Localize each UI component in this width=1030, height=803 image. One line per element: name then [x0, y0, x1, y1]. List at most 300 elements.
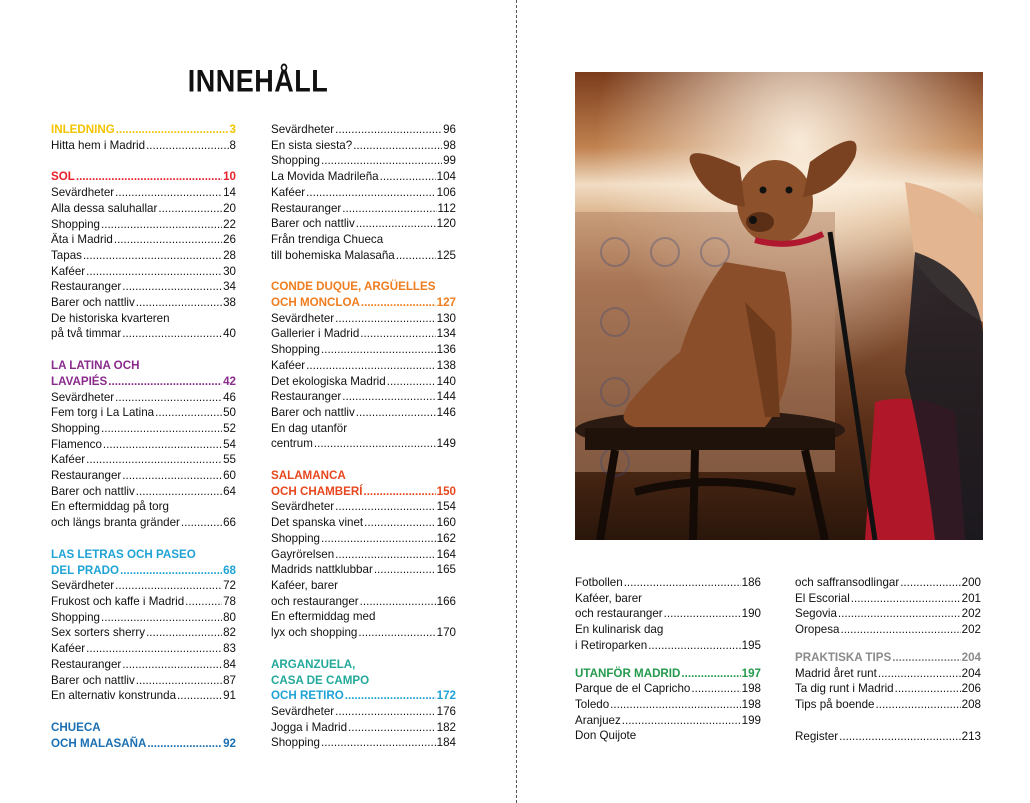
- toc-entry[interactable]: [575, 638, 761, 654]
- toc-entry-label: Flamenco: [51, 437, 102, 451]
- toc-leader-dots: [851, 591, 961, 607]
- toc-entry-label: Kaféer: [51, 642, 86, 656]
- toc-entry[interactable]: [271, 405, 456, 421]
- toc-leader-dots: [321, 153, 442, 169]
- dog-on-stool-image: [575, 72, 983, 540]
- toc-entry[interactable]: [271, 326, 456, 342]
- toc-leader-dots: [136, 673, 222, 689]
- toc-entry-label: Sevärdheter: [271, 123, 335, 136]
- toc-page-number: 10: [223, 170, 236, 184]
- toc-entry[interactable]: [51, 390, 236, 406]
- toc-entry-label: Barer och nattliv: [51, 484, 135, 498]
- toc-page-number: 165: [436, 563, 456, 577]
- toc-page-number: 68: [223, 563, 236, 577]
- toc-entry[interactable]: [271, 531, 456, 547]
- toc-page-number: 198: [741, 697, 761, 711]
- toc-leader-dots: [158, 201, 222, 217]
- toc-leader-dots: [360, 594, 436, 610]
- toc-entry-line: De historiska kvarteren: [51, 311, 170, 325]
- toc-entry-label: Barer och nattliv: [51, 673, 135, 687]
- toc-entry-label: Sex sorters sherry: [51, 626, 146, 640]
- toc-entry[interactable]: [271, 625, 456, 641]
- toc-page-number: 92: [223, 736, 236, 750]
- toc-section-heading: CONDE DUQUE, ARGÜELLES: [271, 280, 436, 294]
- toc-entry[interactable]: [51, 421, 236, 437]
- toc-leader-dots: [892, 650, 960, 666]
- toc-entry[interactable]: [51, 578, 236, 594]
- toc-page-number: 98: [443, 138, 456, 152]
- toc-leader-dots: [122, 279, 222, 295]
- toc-entry[interactable]: [271, 216, 456, 232]
- toc-leader-dots: [900, 575, 960, 591]
- toc-page-number: 22: [223, 217, 236, 231]
- toc-section-heading[interactable]: [271, 484, 456, 500]
- toc-entry[interactable]: [51, 405, 236, 421]
- toc-section-heading[interactable]: [51, 169, 236, 185]
- toc-entry[interactable]: [575, 681, 761, 697]
- toc-entry[interactable]: [271, 374, 456, 390]
- toc-leader-dots: [364, 515, 436, 531]
- toc-entry-label: PRAKTISKA TIPS: [795, 650, 892, 664]
- toc-page-number: 78: [223, 594, 236, 608]
- toc-leader-dots: [321, 531, 436, 547]
- toc-leader-dots: [610, 697, 740, 713]
- toc-entry-label: SOL: [51, 170, 75, 184]
- toc-page-number: 125: [436, 248, 456, 262]
- toc-page-number: 138: [436, 358, 456, 372]
- toc-leader-dots: [361, 295, 436, 311]
- toc-page-number: 150: [436, 484, 456, 498]
- toc-page-number: 120: [436, 217, 456, 231]
- toc-entry[interactable]: [271, 169, 456, 185]
- toc-entry[interactable]: [575, 575, 761, 591]
- toc-page-number: 38: [223, 296, 236, 310]
- toc-spacer: [51, 342, 236, 358]
- toc-leader-dots: [86, 264, 222, 280]
- toc-leader-dots: [155, 405, 222, 421]
- toc-leader-dots: [306, 358, 435, 374]
- toc-entry[interactable]: [271, 594, 456, 610]
- toc-entry[interactable]: [51, 625, 236, 641]
- toc-entry[interactable]: [271, 499, 456, 515]
- toc-page-number: 50: [223, 406, 236, 420]
- toc-entry-label: OCH RETIRO: [271, 689, 344, 703]
- toc-page-number: 104: [436, 170, 456, 184]
- toc-leader-dots: [622, 713, 741, 729]
- toc-entry-label: Sevärdheter: [271, 704, 335, 718]
- toc-page-number: 40: [223, 327, 236, 341]
- toc-entry-label: och restauranger: [575, 607, 663, 621]
- toc-entry[interactable]: [271, 342, 456, 358]
- toc-page-number: 136: [436, 343, 456, 357]
- toc-leader-dots: [356, 405, 436, 421]
- toc-entry[interactable]: [795, 622, 981, 638]
- toc-section-heading[interactable]: [51, 736, 236, 752]
- toc-entry-label: Fem torg i La Latina: [51, 406, 155, 420]
- toc-leader-dots: [360, 326, 435, 342]
- toc-entry[interactable]: [51, 217, 236, 233]
- toc-entry-line: Från trendiga Chueca: [271, 232, 384, 246]
- toc-entry[interactable]: [271, 389, 456, 405]
- toc-page-number: 28: [223, 248, 236, 262]
- toc-entry[interactable]: [51, 326, 236, 342]
- toc-page-number: 166: [436, 594, 456, 608]
- toc-column-2: [271, 122, 456, 751]
- toc-leader-dots: [108, 374, 222, 390]
- toc-spacer: [795, 713, 981, 729]
- toc-entry[interactable]: [575, 713, 761, 729]
- toc-entry[interactable]: [271, 515, 456, 531]
- toc-entry[interactable]: [795, 729, 981, 745]
- toc-entry[interactable]: [271, 720, 456, 736]
- toc-spacer: [795, 638, 981, 650]
- toc-entry-label: Tips på boende: [795, 697, 875, 711]
- toc-page-number: 14: [223, 186, 236, 200]
- toc-page-number: 20: [223, 201, 236, 215]
- toc-entry[interactable]: [271, 735, 456, 751]
- toc-leader-dots: [101, 217, 222, 233]
- toc-page-number: 46: [223, 390, 236, 404]
- toc-leader-dots: [86, 641, 222, 657]
- toc-leader-dots: [146, 625, 222, 641]
- toc-entry[interactable]: [271, 122, 456, 138]
- toc-entry[interactable]: [51, 138, 236, 154]
- toc-section-heading: CHUECA: [51, 720, 101, 734]
- toc-page-number: 64: [223, 484, 236, 498]
- toc-section-heading[interactable]: [51, 563, 236, 579]
- toc-entry-line: Don Quijote: [575, 729, 637, 743]
- toc-leader-dots: [840, 622, 960, 638]
- toc-page-number: 30: [223, 264, 236, 278]
- toc-entry[interactable]: [271, 153, 456, 169]
- toc-entry-label: Ta dig runt i Madrid: [795, 682, 894, 696]
- toc-entry[interactable]: [51, 248, 236, 264]
- toc-page-number: 66: [223, 516, 236, 530]
- toc-leader-dots: [86, 452, 222, 468]
- toc-entry-label: Gayrörelsen: [271, 547, 335, 561]
- toc-leader-dots: [114, 232, 222, 248]
- toc-page-number: 208: [961, 697, 981, 711]
- toc-page-number: 99: [443, 154, 456, 168]
- toc-leader-dots: [335, 547, 436, 563]
- toc-entry[interactable]: [51, 657, 236, 673]
- toc-entry[interactable]: [271, 547, 456, 563]
- toc-page-number: 55: [223, 453, 236, 467]
- toc-entry[interactable]: [51, 673, 236, 689]
- toc-entry-label: Register: [795, 729, 839, 743]
- toc-page-number: 34: [223, 280, 236, 294]
- toc-leader-dots: [181, 515, 222, 531]
- toc-entry-label: Shopping: [51, 217, 100, 231]
- toc-leader-dots: [136, 484, 222, 500]
- toc-leader-dots: [681, 666, 740, 682]
- toc-page-number: 83: [223, 642, 236, 656]
- toc-page-number: 170: [436, 626, 456, 640]
- toc-leader-dots: [146, 138, 228, 154]
- toc-entry-label: Madrid året runt: [795, 666, 877, 680]
- toc-entry-label: Fotbollen: [575, 576, 623, 589]
- toc-page-number: 144: [436, 390, 456, 404]
- toc-entry[interactable]: [271, 436, 456, 452]
- toc-page-number: 162: [436, 531, 456, 545]
- toc-entry-label: Parque de el Capricho: [575, 682, 691, 696]
- toc-leader-dots: [353, 138, 442, 154]
- toc-page-number: 60: [223, 469, 236, 483]
- toc-page-number: 112: [437, 201, 456, 215]
- toc-entry-label: Äta i Madrid: [51, 233, 113, 247]
- toc-section-heading: CASA DE CAMPO: [271, 673, 370, 687]
- toc-entry-label: Sevärdheter: [271, 311, 335, 325]
- toc-entry[interactable]: [271, 704, 456, 720]
- toc-entry-label: Segovia: [795, 607, 837, 621]
- toc-leader-dots: [895, 681, 961, 697]
- toc-entry-label: Sevärdheter: [51, 579, 115, 593]
- toc-entry-line: En eftermiddag på torg: [51, 500, 169, 514]
- toc-page-number: 200: [961, 576, 981, 589]
- toc-spacer: [575, 654, 761, 666]
- toc-entry-label: centrum: [271, 437, 313, 451]
- toc-entry-label: på två timmar: [51, 327, 122, 341]
- toc-entry[interactable]: [51, 484, 236, 500]
- toc-page-number: 91: [223, 689, 236, 703]
- toc-leader-dots: [878, 666, 961, 682]
- toc-entry-label: Barer och nattliv: [271, 405, 355, 419]
- toc-leader-dots: [122, 326, 222, 342]
- toc-page-number: 184: [436, 736, 456, 750]
- toc-entry-label: Restauranger: [51, 469, 122, 483]
- toc-entry[interactable]: [51, 437, 236, 453]
- toc-entry-label: UTANFÖR MADRID: [575, 666, 681, 680]
- toc-entry-line: En eftermiddag med: [271, 610, 376, 624]
- toc-entry[interactable]: [575, 606, 761, 622]
- toc-page-number: 42: [223, 374, 236, 388]
- toc-page-number: 204: [961, 650, 981, 664]
- toc-entry[interactable]: [271, 562, 456, 578]
- toc-leader-dots: [838, 606, 961, 622]
- toc-leader-dots: [839, 729, 960, 745]
- toc-leader-dots: [101, 610, 222, 626]
- toc-entry-label: Restauranger: [51, 657, 122, 671]
- toc-page-number: 8: [229, 138, 236, 152]
- toc-entry-label: Barer och nattliv: [51, 296, 135, 310]
- toc-page-number: 130: [436, 311, 456, 325]
- toc-section-heading[interactable]: [271, 295, 456, 311]
- toc-spacer: [51, 153, 236, 169]
- toc-entry[interactable]: [51, 452, 236, 468]
- toc-entry[interactable]: [51, 185, 236, 201]
- toc-entry-label: Kaféer: [51, 453, 86, 467]
- toc-entry[interactable]: [271, 311, 456, 327]
- toc-section-heading: LA LATINA OCH: [51, 359, 140, 373]
- toc-page-number: 204: [961, 666, 981, 680]
- toc-entry[interactable]: [795, 591, 981, 607]
- toc-section-heading[interactable]: [51, 374, 236, 390]
- toc-page-number: 164: [436, 547, 456, 561]
- toc-entry[interactable]: [51, 232, 236, 248]
- toc-entry-label: Det spanska vinet: [271, 516, 364, 530]
- toc-entry-label: Gallerier i Madrid: [271, 327, 360, 341]
- toc-entry[interactable]: [575, 697, 761, 713]
- toc-entry[interactable]: [51, 688, 236, 704]
- toc-leader-dots: [185, 594, 222, 610]
- toc-page-number: 52: [223, 421, 236, 435]
- toc-spacer: [271, 641, 456, 657]
- toc-page-number: 154: [436, 500, 456, 514]
- toc-page-number: 80: [223, 610, 236, 624]
- toc-entry-label: Shopping: [271, 154, 320, 168]
- toc-entry[interactable]: [795, 575, 981, 591]
- toc-entry[interactable]: [51, 201, 236, 217]
- toc-page-number: 82: [223, 626, 236, 640]
- toc-page-number: 3: [229, 123, 236, 136]
- toc-entry[interactable]: [271, 185, 456, 201]
- toc-page-number: 201: [961, 591, 981, 605]
- toc-page-number: 106: [436, 185, 456, 199]
- toc-entry[interactable]: [795, 606, 981, 622]
- toc-entry-label: och längs branta gränder: [51, 516, 180, 530]
- toc-entry-label: OCH CHAMBERÍ: [271, 484, 363, 498]
- toc-spacer: [271, 452, 456, 468]
- toc-leader-dots: [396, 248, 436, 264]
- toc-page-number: 149: [436, 437, 456, 451]
- toc-entry-label: Restauranger: [271, 201, 342, 215]
- toc-entry-label: Sevärdheter: [271, 500, 335, 514]
- toc-entry-label: OCH MONCLOA: [271, 296, 360, 310]
- toc-spacer: [51, 704, 236, 720]
- toc-entry-label: i Retiroparken: [575, 638, 648, 652]
- toc-page-number: 26: [223, 233, 236, 247]
- toc-page-number: 72: [223, 579, 236, 593]
- toc-entry-label: Kaféer: [271, 358, 306, 372]
- toc-entry[interactable]: [51, 264, 236, 280]
- toc-page-number: 54: [223, 437, 236, 451]
- toc-entry-label: och restauranger: [271, 594, 359, 608]
- toc-entry[interactable]: [795, 666, 981, 682]
- toc-page-number: 197: [741, 666, 761, 680]
- toc-entry[interactable]: [271, 358, 456, 374]
- toc-page-number: 134: [436, 327, 456, 341]
- toc-leader-dots: [136, 295, 222, 311]
- toc-page-number: 195: [741, 638, 761, 652]
- toc-entry[interactable]: [51, 641, 236, 657]
- toc-leader-dots: [648, 638, 740, 654]
- toc-entry-label: Det ekologiska Madrid: [271, 374, 386, 388]
- toc-spacer: [51, 531, 236, 547]
- toc-leader-dots: [356, 216, 436, 232]
- toc-section-heading[interactable]: [795, 650, 981, 666]
- toc-entry-label: INLEDNING: [51, 123, 115, 136]
- toc-column-4: [795, 575, 981, 744]
- toc-entry-label: Shopping: [51, 610, 100, 624]
- toc-section-heading: SALAMANCA: [271, 469, 346, 483]
- toc-leader-dots: [876, 697, 961, 713]
- toc-leader-dots: [342, 201, 436, 217]
- toc-entry[interactable]: [51, 515, 236, 531]
- toc-leader-dots: [321, 735, 436, 751]
- toc-entry[interactable]: [51, 295, 236, 311]
- toc-entry[interactable]: [795, 697, 981, 713]
- toc-entry-line: En dag utanför: [271, 421, 348, 435]
- toc-page-number: 182: [436, 720, 456, 734]
- toc-page-number: 186: [741, 576, 761, 589]
- toc-entry-label: Madrids nattklubbar: [271, 563, 373, 577]
- toc-leader-dots: [83, 248, 222, 264]
- toc-leader-dots: [335, 122, 442, 138]
- toc-entry-label: lyx och shopping: [271, 626, 358, 640]
- toc-page-number: 190: [741, 607, 761, 621]
- toc-entry-label: En alternativ konstrunda: [51, 689, 177, 703]
- toc-leader-dots: [101, 421, 222, 437]
- toc-page-number: 140: [436, 374, 456, 388]
- toc-leader-dots: [345, 688, 436, 704]
- toc-entry[interactable]: [795, 681, 981, 697]
- toc-leader-dots: [691, 681, 740, 697]
- toc-entry-label: LAVAPIÉS: [51, 374, 108, 388]
- toc-entry[interactable]: [271, 201, 456, 217]
- toc-leader-dots: [387, 374, 436, 390]
- toc-entry-label: El Escorial: [795, 591, 850, 605]
- toc-entry[interactable]: [51, 468, 236, 484]
- toc-page-number: 199: [741, 713, 761, 727]
- toc-section-heading: ARGANZUELA,: [271, 657, 356, 671]
- toc-entry[interactable]: [51, 610, 236, 626]
- toc-leader-dots: [115, 390, 222, 406]
- toc-entry-label: Sevärdheter: [51, 186, 115, 200]
- toc-leader-dots: [380, 169, 436, 185]
- page-title: INNEHÅLL: [187, 63, 329, 99]
- toc-entry-label: Restauranger: [271, 390, 342, 404]
- toc-entry-label: Oropesa: [795, 623, 840, 637]
- toc-leader-dots: [358, 625, 435, 641]
- toc-column-3: [575, 575, 761, 744]
- toc-leader-dots: [122, 468, 222, 484]
- toc-section-heading[interactable]: [271, 688, 456, 704]
- toc-entry[interactable]: [271, 138, 456, 154]
- toc-entry-label: Toledo: [575, 697, 610, 711]
- toc-page-number: 176: [436, 704, 456, 718]
- toc-entry-label: Tapas: [51, 248, 82, 262]
- toc-leader-dots: [342, 389, 435, 405]
- toc-page-number: 146: [436, 405, 456, 419]
- toc-entry-label: Shopping: [271, 736, 320, 750]
- toc-leader-dots: [122, 657, 222, 673]
- toc-entry-label: Aranjuez: [575, 713, 621, 727]
- toc-column-1: [51, 122, 236, 751]
- toc-leader-dots: [321, 342, 436, 358]
- toc-leader-dots: [664, 606, 741, 622]
- toc-leader-dots: [120, 563, 222, 579]
- toc-entry-label: Kaféer: [271, 185, 306, 199]
- toc-entry[interactable]: [51, 279, 236, 295]
- toc-entry-label: Kaféer: [51, 264, 86, 278]
- toc-section-heading[interactable]: [51, 122, 236, 138]
- toc-page-number: 172: [436, 689, 456, 703]
- toc-section-heading[interactable]: [575, 666, 761, 682]
- toc-entry-label: Shopping: [51, 421, 100, 435]
- toc-leader-dots: [335, 311, 435, 327]
- toc-spacer: [271, 263, 456, 279]
- toc-entry-label: En sista siesta?: [271, 138, 353, 152]
- toc-leader-dots: [624, 575, 741, 591]
- toc-entry-label: Hitta hem i Madrid: [51, 138, 146, 152]
- toc-entry-label: Frukost och kaffe i Madrid: [51, 594, 185, 608]
- toc-page-number: 202: [961, 607, 981, 621]
- toc-entry[interactable]: [271, 248, 456, 264]
- toc-entry-line: Kaféer, barer: [575, 591, 643, 605]
- toc-entry[interactable]: [51, 594, 236, 610]
- toc-section-heading: LAS LETRAS OCH PASEO: [51, 547, 196, 561]
- toc-page-number: 96: [443, 123, 456, 136]
